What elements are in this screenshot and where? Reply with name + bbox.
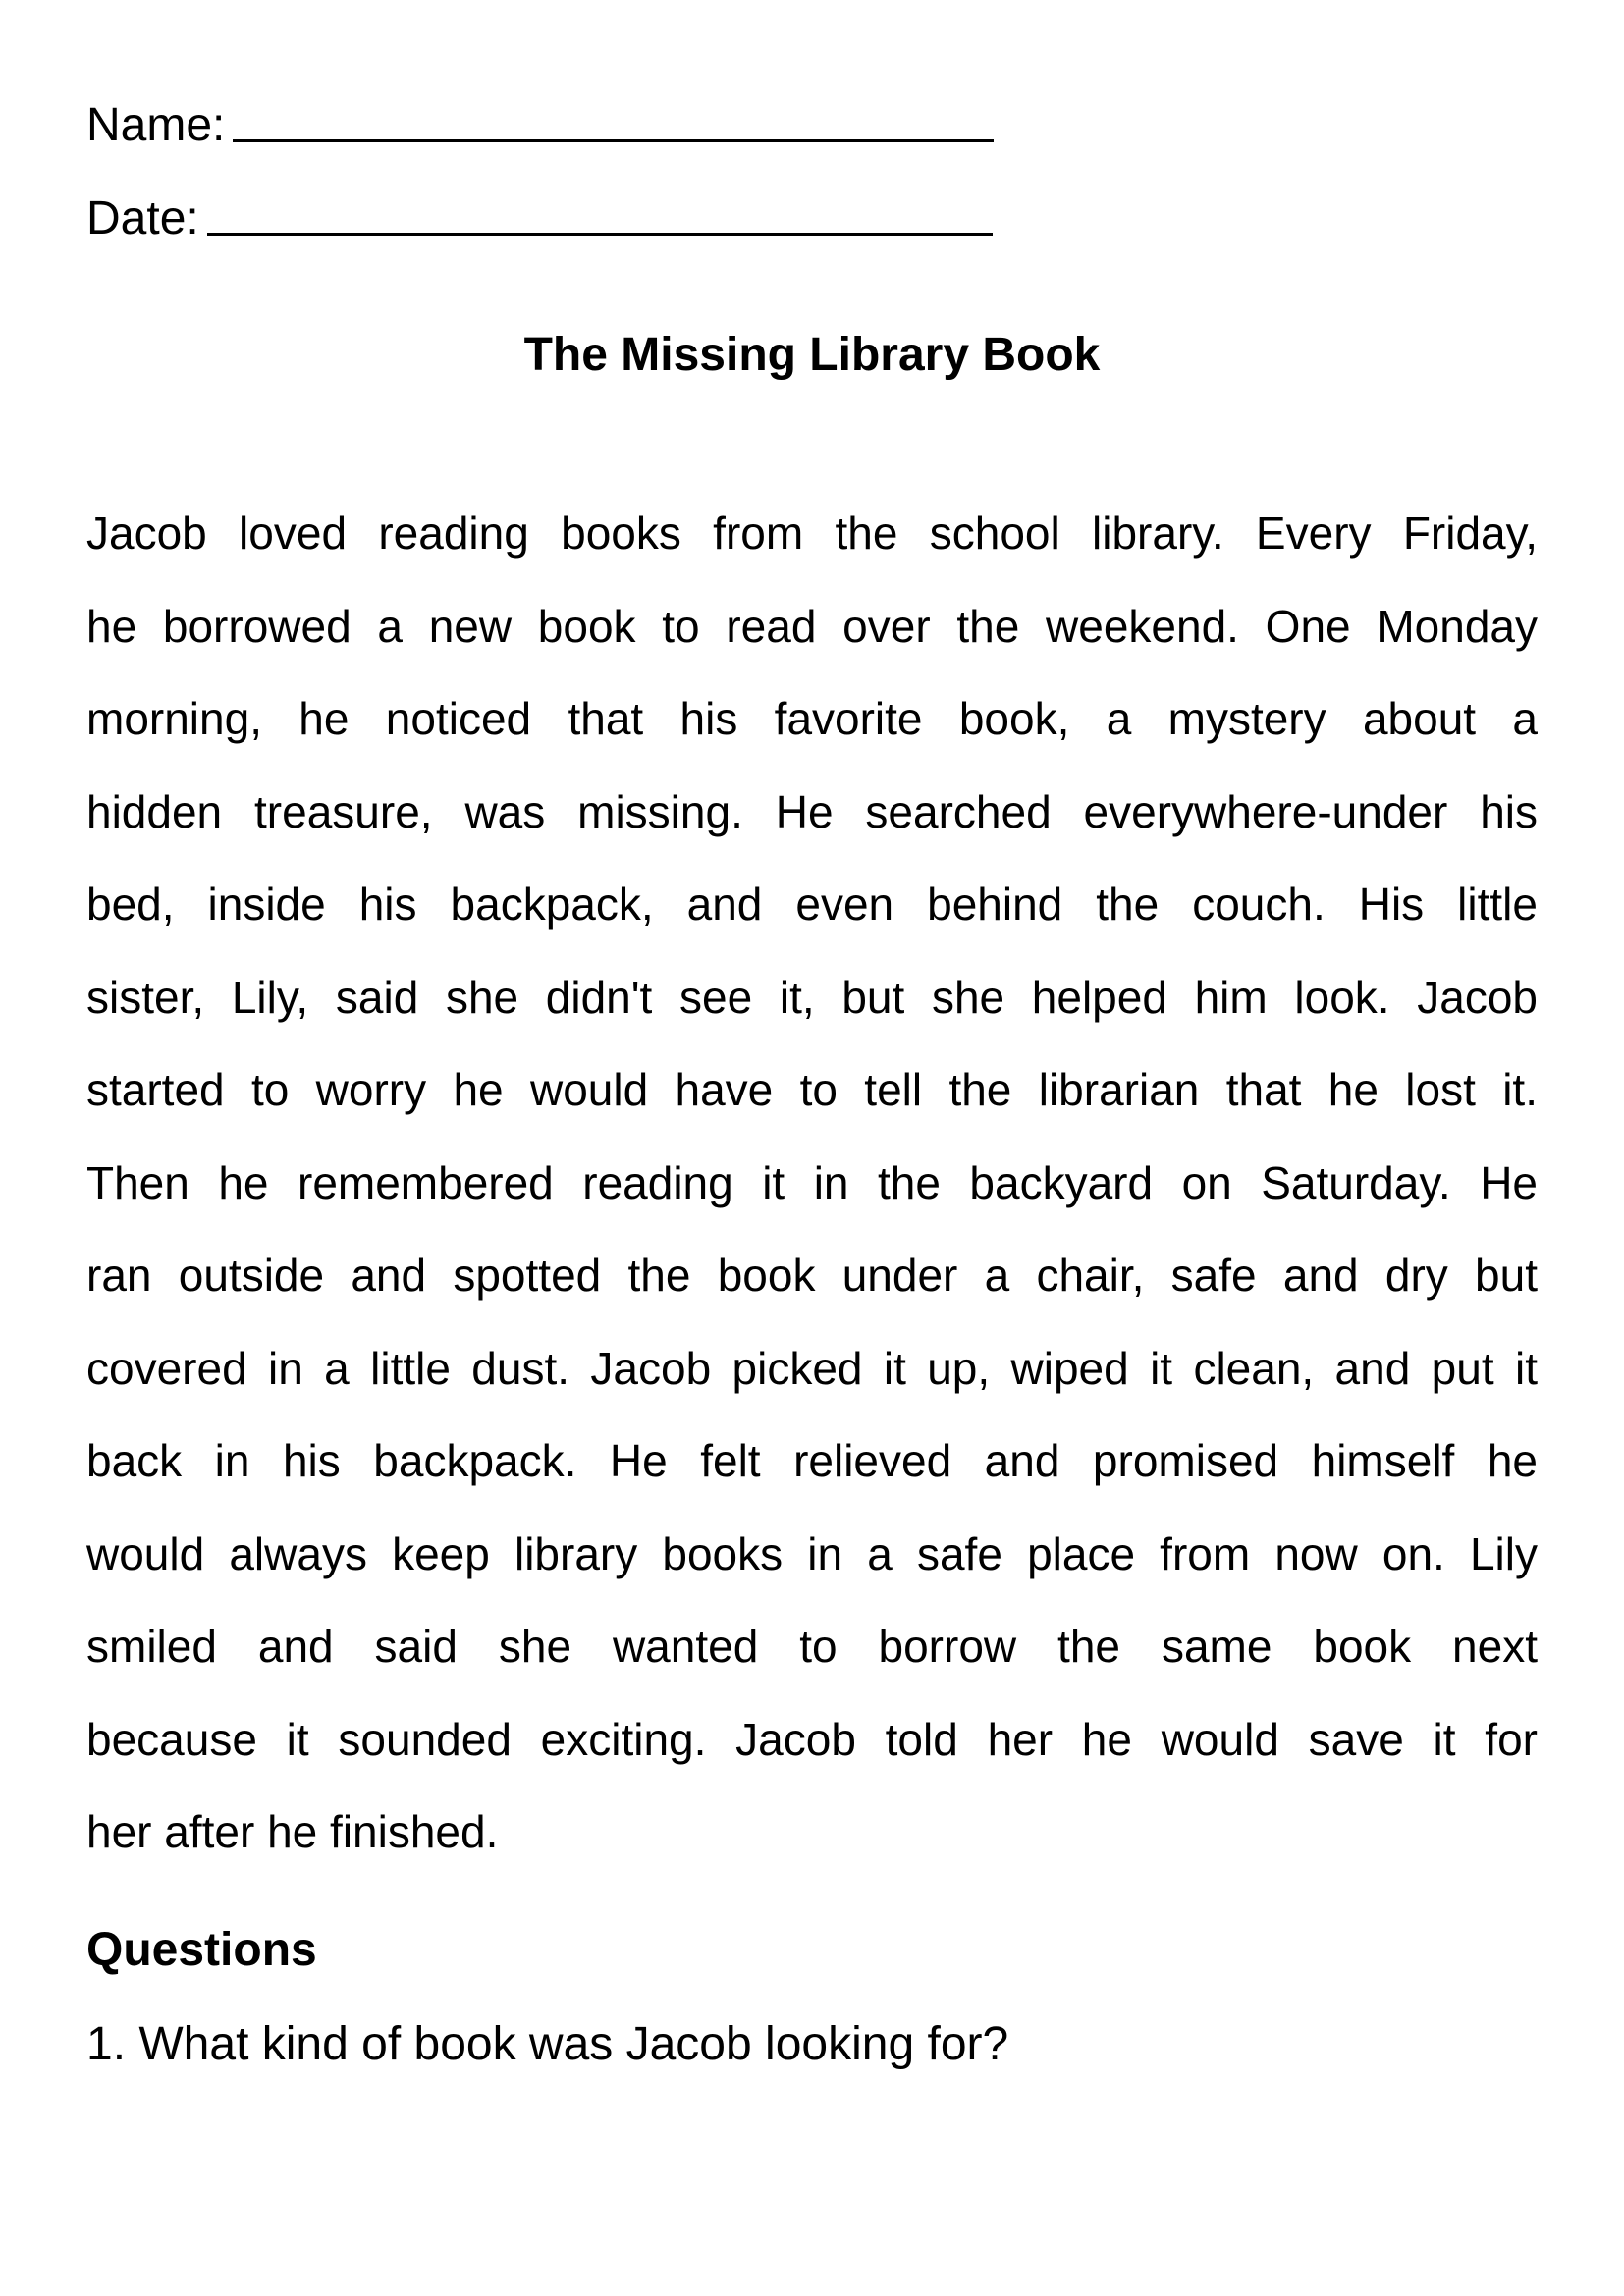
story-line: bed, inside his backpack, and even behind the couch. His little [86, 879, 1538, 930]
story-paragraph [86, 487, 1538, 1879]
story-line: her after he finished. [86, 1806, 499, 1857]
story-line: started to worry he would have to tell the librarian that he lost it. [86, 1064, 1538, 1115]
story-line: smiled and said she wanted to borrow the same book next [86, 1621, 1538, 1672]
story-line: Then he remembered reading it in the backyard on Saturday. He [86, 1156, 1538, 1208]
story-line: Jacob loved reading books from the school library. Every Friday, [86, 507, 1538, 559]
questions-heading: Questions [86, 1924, 317, 1976]
story-line: sister, Lily, said she didn't see it, but she helped him look. Jacob [86, 971, 1538, 1023]
name-field [86, 94, 994, 153]
date-blank-line[interactable] [207, 189, 993, 236]
story-line: would always keep library books in a safe place from now on. Lily [86, 1527, 1538, 1579]
story-line: ran outside and spotted the book under a chair, safe and dry but [86, 1250, 1538, 1301]
story-line: hidden treasure, was missing. He searched everywhere-under his [86, 785, 1538, 837]
story-line: he borrowed a new book to read over the weekend. One Monday [86, 600, 1538, 652]
question-item: 1. What kind of book was Jacob looking for? [86, 2018, 1009, 2070]
name-label: Name: [86, 99, 226, 151]
story-line: morning, he noticed that his favorite book, a mystery about a [86, 693, 1538, 744]
name-blank-line[interactable] [233, 96, 994, 142]
story-line: back in his backpack. He felt relieved and promised himself he [86, 1435, 1538, 1486]
date-label: Date: [86, 192, 199, 244]
story-line: because it sounded exciting. Jacob told her he would save it for [86, 1713, 1538, 1765]
story-line: covered in a little dust. Jacob picked it up, wiped it clean, and put it [86, 1342, 1538, 1394]
date-field [86, 187, 993, 246]
story-title: The Missing Library Book [523, 329, 1101, 381]
